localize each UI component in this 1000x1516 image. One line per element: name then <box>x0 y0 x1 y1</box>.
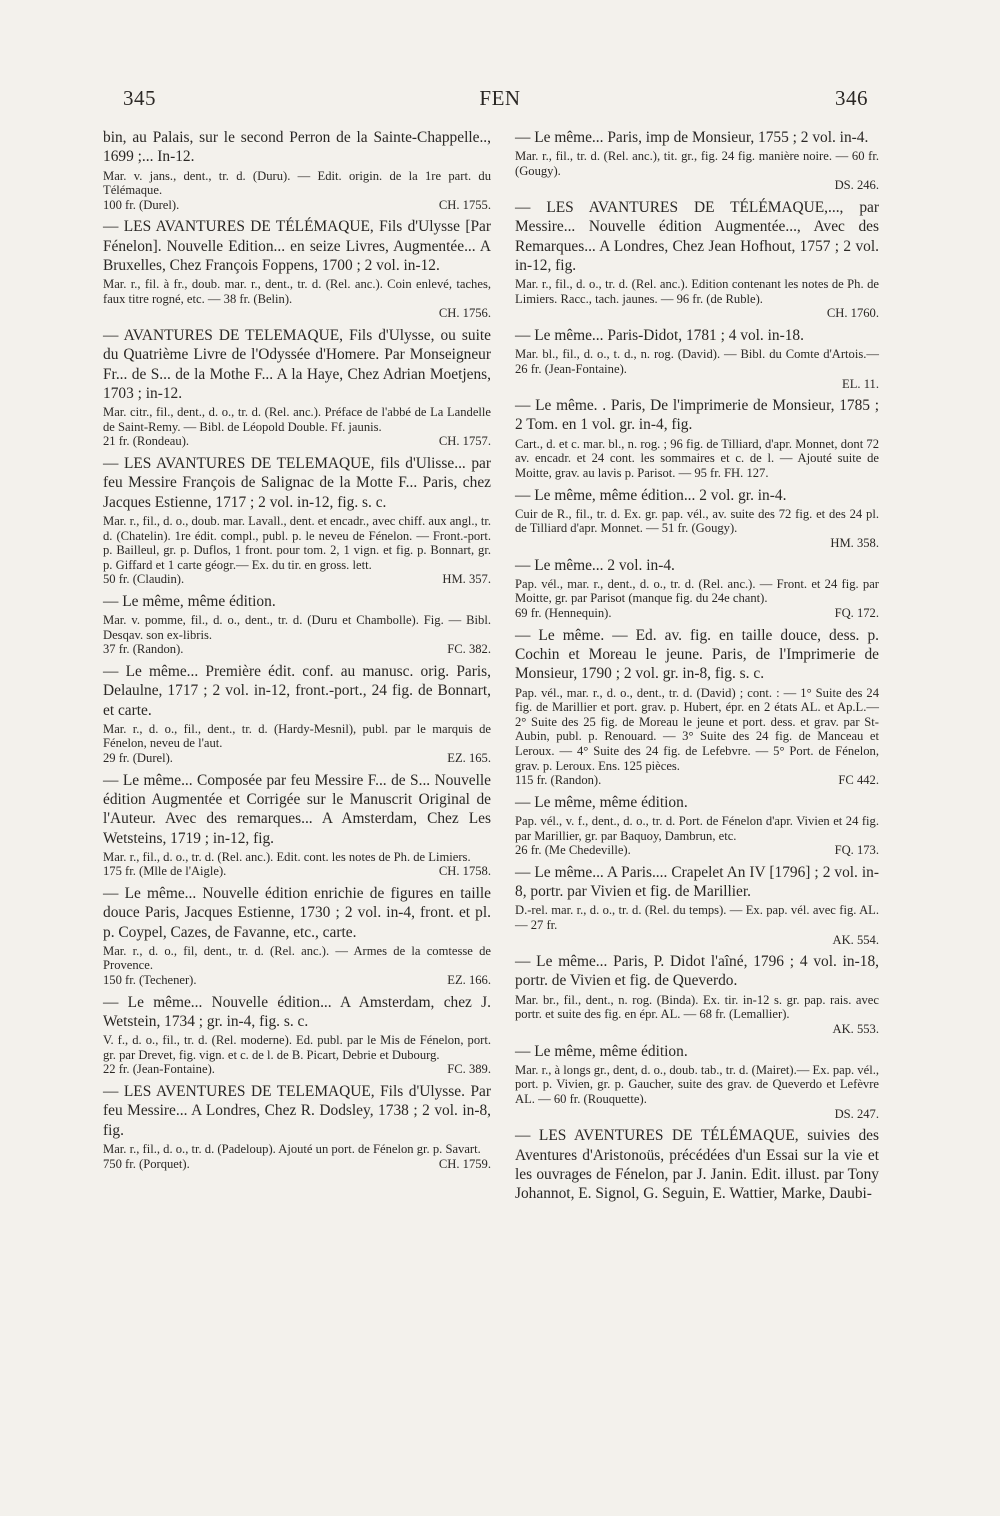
sale-line <box>103 751 491 766</box>
sale-price: 29 fr. (Durel). <box>103 751 173 766</box>
catalog-entry <box>515 198 879 321</box>
sale-reference: AK. 554. <box>832 932 879 947</box>
sale-reference: HM. 358. <box>830 535 879 550</box>
entry-note: Mar. r., fil., d. o., tr. d. (Rel. anc.). Edition contenant les notes de Ph. de Limiers. Racc., tach. jaunes. — 96 fr. (de Ruble). <box>515 277 879 306</box>
entry-note: Mar. r., fil., d. o., tr. d. (Rel. anc.). Edit. cont. les notes de Ph. de Limiers. <box>103 849 471 864</box>
sale-reference: CH. 1756. <box>438 306 491 321</box>
entry-note: Mar. r., fil., tr. d. (Rel. anc.), tit. gr., fig. 24 fig. manière noire. — 60 fr. (Gougy). <box>515 149 879 178</box>
entry-title: — Le même... Paris, imp de Monsieur, 1755 ; 2 vol. in-4. <box>515 129 869 146</box>
entry-title: — Le même, même édition. <box>515 1042 688 1060</box>
entry-title: — Le même, même édition... 2 vol. gr. in-4. <box>515 486 787 504</box>
entry-title: — Le même. — Ed. av. fig. en taille douce, dess. p. Cochin et Moreau le jeune. Paris, de l'Imprimerie de Monsieur, 1790 ; 2 vol. gr. in-8, fig. s. c. <box>515 626 879 683</box>
sale-line <box>103 864 491 879</box>
entry-title: — Le même... Composée par feu Messire F... de S... Nouvelle édition Augmentée et Corrigée sur le Manuscrit Original de l'Auteur. Avec des remarques... A Amsterdam, Chez Les Wetsteins, 1719 ; in-12, fig. <box>103 771 491 847</box>
catalog-entry <box>515 556 879 621</box>
sale-line <box>515 306 879 321</box>
entry-note: Mar. r., fil. à fr., doub. mar. r., dent., tr. d. (Rel. anc.). Coin enlevé, taches, faux titre rogné, etc. — 38 fr. (Belin). <box>103 277 491 306</box>
sale-reference: FQ. 172. <box>834 606 879 621</box>
entry-note: V. f., d. o., fil., tr. d. (Rel. moderne). Ed. publ. par le Mis de Fénelon, port. gr. par Drevet, fig. vign. et c. de l. de B. Picart, Debrie et Dubourg. <box>103 1033 491 1062</box>
sale-price: 150 fr. (Techener). <box>103 973 197 988</box>
entry-title: — Le même... 2 vol. in-4. <box>515 556 675 574</box>
sale-reference: CH. 1755. <box>438 197 491 212</box>
catalog-entry <box>515 1126 879 1203</box>
page-number-right: 346 <box>835 86 868 110</box>
sale-reference: EZ. 166. <box>447 973 491 988</box>
sale-reference: CH. 1758. <box>438 864 491 879</box>
right-column <box>515 128 879 1208</box>
entry-note: Pap. vél., v. f., dent., d. o., tr. d. Port. de Fénelon d'apr. Vivien et 24 fig. par Marillier, gr. par Baquoy, Dambrun, etc. <box>515 814 879 843</box>
entry-note: Mar. r., d. o., fil., dent., tr. d. (Hardy-Mesnil), publ. par le marquis de Fénelon, neveu de l'aut. <box>103 721 491 751</box>
catalog-entry <box>103 771 491 879</box>
sale-reference: FQ. 173. <box>834 843 879 858</box>
entry-note: Cuir de R., fil., tr. d. Ex. gr. pap. vél., av. suite des 72 fig. et des 24 pl. de Tilliard d'apr. Monnet. — 51 fr. (Gougy). <box>515 506 879 536</box>
catalog-entry <box>103 592 491 657</box>
catalog-entry <box>515 863 879 947</box>
sale-line <box>515 933 879 948</box>
catalog-entry <box>103 1082 491 1171</box>
sale-reference: CH. 1760. <box>826 306 879 321</box>
entry-title: — AVANTURES DE TELEMAQUE, Fils d'Ulysse, ou suite du Quatrième Livre de l'Odyssée d'Homere. Par Monseigneur Fr... de S... de la Mothe F... A la Haye, Chez Adrian Moetjens, 1703 ; in-12. <box>103 327 491 402</box>
sale-line <box>103 434 491 449</box>
entry-note: Pap. vél., mar. r., dent., d. o., tr. d. (Rel. anc.). — Front. et 24 fig. par Moitte, gr. par Parisot (manque fig. du 24e chant). <box>515 576 879 606</box>
catalog-entry <box>515 396 879 480</box>
sale-reference: CH. 1759. <box>438 1156 491 1171</box>
catalog-entry <box>515 326 879 391</box>
sale-line <box>103 198 491 213</box>
sale-reference: HM. 357. <box>442 572 491 587</box>
page-header <box>0 86 1000 116</box>
sale-reference: FC. 389. <box>447 1062 491 1077</box>
catalog-entry <box>515 128 879 193</box>
entry-note: Mar. r., fil., d. o., tr. d. (Padeloup). Ajouté un port. de Fénelon gr. p. Savart. <box>103 1141 481 1156</box>
sale-line <box>515 1107 879 1122</box>
entry-title: — Le même... Première édit. conf. au manusc. orig. Paris, Delaulne, 1717 ; 2 vol. in-12, front.-port., 24 fig. de Bonnart, et carte. <box>103 662 491 719</box>
sale-price: 50 fr. (Claudin). <box>103 572 185 587</box>
sale-price: 22 fr. (Jean-Fontaine). <box>103 1062 215 1077</box>
entry-note: Mar. v. jans., dent., tr. d. (Duru). — Edit. origin. de la 1re part. du Télémaque. <box>103 168 491 198</box>
catalog-entry <box>515 952 879 1036</box>
sale-line <box>515 606 879 621</box>
page-number-left: 345 <box>123 86 156 110</box>
entry-title: — Le même... Nouvelle édition enrichie de figures en taille douce Paris, Jacques Estienne, 1730 ; 2 vol. in-4, front. et pl. p. Coypel, Cazes, de Favanne, etc., carte. <box>103 885 491 941</box>
sale-line <box>515 178 879 193</box>
sale-reference: EZ. 165. <box>447 751 491 766</box>
sale-price: 750 fr. (Porquet). <box>103 1156 190 1171</box>
catalog-entry <box>103 662 491 766</box>
entry-title: — LES AVENTURES DE TÉLÉMAQUE, suivies des Aventures d'Aristonoüs, précédées d'un Essai sur la vie et les ouvrages de Fénelon, par J. Janin. Edit. illust. par Tony Johannot, E. Signol, G. Seguin, E. Wattier, Marke, Daubi- <box>515 1127 879 1203</box>
sale-line <box>103 1157 491 1172</box>
sale-line <box>515 536 879 551</box>
entry-note: Mar. v. pomme, fil., d. o., dent., tr. d. (Duru et Chambolle). Fig. — Bibl. Desqav. son ex-libris. <box>103 613 491 642</box>
entry-title: — LES AVANTURES DE TÉLÉMAQUE,..., par Messire... Nouvelle édition Augmentée..., Avec des Remarques... A Londres, Chez Jean Hofhout, 1757 ; 2 vol. in-12, fig. <box>515 199 879 274</box>
entry-title: — Le même. . Paris, De l'imprimerie de Monsieur, 1785 ; 2 Tom. en 1 vol. gr. in-4, fig. <box>515 397 879 434</box>
entry-title: — Le même, même édition. <box>103 592 276 610</box>
catalog-entry <box>515 1042 879 1122</box>
sale-line <box>515 1022 879 1037</box>
sale-reference: EL. 11. <box>842 376 879 391</box>
entry-note: Mar. r., fil., d. o., doub. mar. Lavall., dent. et encadr., avec chiff. aux angl., tr. d. (Chatelin). 1re édit. compl., publ. p. le neveu de Fénelon. — Front.-port. p. Bailleul, gr. p. Duflos, 1 front. pour tom. 2, 1 vign. et fig. p. Bonnart, gr. p. Giffard et 1 carte géogr.— Ex. du tir. en gross. lett. <box>103 513 491 572</box>
catalog-entry <box>103 884 491 988</box>
catalog-entry <box>103 993 491 1077</box>
entry-note: D.-rel. mar. r., d. o., tr. d. (Rel. du temps). — Ex. pap. vél. avec fig. AL. — 27 fr. <box>515 903 879 932</box>
sale-price: 115 fr. (Randon). <box>515 773 602 788</box>
sale-line <box>103 1062 491 1077</box>
entry-note: Pap. vél., mar. r., d. o., dent., tr. d. (David) ; cont. : — 1° Suite des 24 fig. de Marillier et port. grav. p. Hubert, épr. en 2 états AL. et Ap.L.— 2° Suite des 25 fig. de Moreau le jeune et port. dess. et grav. par St-Aubin, publ. p. Renouard. — 3° Suite des 24 fig. de Manceau et Leroux. — 4° Suite des 24 fig. de Lefebvre. — 5° Port. de Fénelon, grav. p. Leroux. Ens. 125 pièces. <box>515 685 879 773</box>
entry-title: — Le même... A Paris.... Crapelet An IV [1796] ; 2 vol. in-8, portr. par Vivien et fig. de Marillier. <box>515 863 879 901</box>
sale-line <box>103 642 491 657</box>
sale-reference: FC. 382. <box>447 642 491 657</box>
entry-title: bin, au Palais, sur le second Perron de la Sainte-Chappelle.., 1699 ;... In-12. <box>103 129 491 166</box>
sale-line <box>103 973 491 988</box>
entry-note: Mar. br., fil., dent., n. rog. (Binda). Ex. tir. in-12 s. gr. pap. rais. avec portr. et suite des fig. en épr. AL. — 68 fr. (Lemallier). <box>515 992 879 1022</box>
sale-line <box>515 843 879 858</box>
entry-note: Mar. r., d. o., fil, dent., tr. d. (Rel. anc.). — Armes de la comtesse de Provence. <box>103 943 491 973</box>
sale-reference: AK. 553. <box>832 1021 879 1036</box>
catalog-entry <box>103 326 491 449</box>
running-head: FEN <box>479 86 521 110</box>
entry-title: — Le même, même édition. <box>515 793 688 811</box>
left-column <box>103 128 491 1176</box>
sale-line <box>103 572 491 587</box>
sale-reference: CH. 1757. <box>438 434 491 449</box>
sale-price: 69 fr. (Hennequin). <box>515 606 612 621</box>
entry-title: — LES AVANTURES DE TELEMAQUE, fils d'Ulisse... par feu Messire François de Salignac de la Motte F... Paris, chez Jacques Estienne, 1717 ; 2 vol. in-12, fig. s. c. <box>103 455 491 511</box>
sale-line <box>103 306 491 321</box>
catalog-entry <box>103 454 491 587</box>
entry-title: — Le même... Paris-Didot, 1781 ; 4 vol. in-18. <box>515 327 804 345</box>
sale-line <box>515 377 879 392</box>
sale-price: 21 fr. (Rondeau). <box>103 434 190 449</box>
sale-reference: FC 442. <box>838 773 879 788</box>
sale-price: 100 fr. (Durel). <box>103 197 180 212</box>
catalog-entry <box>515 486 879 551</box>
entry-note: Mar. bl., fil., d. o., t. d., n. rog. (David). — Bibl. du Comte d'Artois.— 26 fr. (Jean-Fontaine). <box>515 347 879 376</box>
catalog-entry <box>515 626 879 788</box>
sale-price: 26 fr. (Me Chedeville). <box>515 843 631 858</box>
catalog-entry <box>103 128 491 212</box>
entry-title: — Le même... Paris, P. Didot l'aîné, 1796 ; 4 vol. in-18, portr. de Vivien et fig. de Queverdo. <box>515 953 879 990</box>
entry-title: — LES AVENTURES DE TELEMAQUE, Fils d'Ulysse. Par feu Messire... A Londres, Chez R. Dodsley, 1738 ; 2 vol. in-8, fig. <box>103 1083 491 1139</box>
entry-title: — LES AVANTURES DE TÉLÉMAQUE, Fils d'Ulysse [Par Fénelon]. Nouvelle Edition... en seize Livres, Augmentée... A Bruxelles, Chez François Foppens, 1700 ; 2 vol. in-12. <box>103 218 491 274</box>
sale-price: 175 fr. (Mlle de l'Aigle). <box>103 864 227 879</box>
sale-reference: DS. 247. <box>834 1106 879 1121</box>
entry-note: Mar. citr., fil., dent., d. o., tr. d. (Rel. anc.). Préface de l'abbé de La Landelle de Saint-Remy. — Bibl. de Léopold Double. Ff. jaunis. <box>103 405 491 434</box>
entry-note: Cart., d. et c. mar. bl., n. rog. ; 96 fig. de Tilliard, d'apr. Monnet, dont 72 av. encadr. et 24 cont. les sommaires et c. de l. — Ajouté suite de Moitte, grav. au lavis p. Parisot. — 95 fr. FH. 127. <box>515 436 879 480</box>
sale-price: 37 fr. (Randon). <box>103 642 184 657</box>
sale-reference: DS. 246. <box>834 178 879 193</box>
catalog-entry <box>103 217 491 321</box>
catalog-entry <box>515 793 879 858</box>
entry-note: Mar. r., à longs gr., dent, d. o., doub. tab., tr. d. (Mairet).— Ex. pap. vél., port. p. Vivien, gr. p. Gaucher, suite des grav. de Queverdo et Lefèvre AL. — 60 fr. (Rouquette). <box>515 1062 879 1107</box>
sale-line <box>515 773 879 788</box>
entry-title: — Le même... Nouvelle édition... A Amsterdam, chez J. Wetstein, 1734 ; gr. in-4, fig. s. c. <box>103 993 491 1030</box>
